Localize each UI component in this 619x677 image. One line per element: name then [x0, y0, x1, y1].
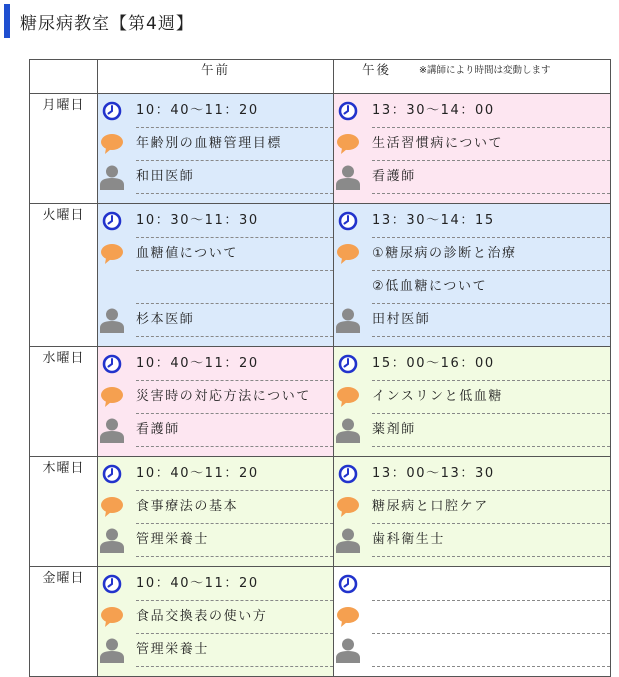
- blank-line: [334, 270, 610, 303]
- time-line: [334, 457, 610, 490]
- lecturer-line: [334, 413, 610, 446]
- schedule-row: [30, 94, 611, 204]
- session-time: 10：40～11：20: [136, 457, 333, 491]
- speech-bubble-icon: [98, 383, 126, 411]
- session-lecturer: 田村医師: [372, 303, 610, 337]
- time-line: [98, 347, 333, 380]
- person-icon: [334, 526, 362, 554]
- speech-bubble-icon: [334, 603, 362, 631]
- lecturer-line: [98, 413, 333, 446]
- topic-line: [98, 600, 333, 633]
- session-topic: 災害時の対応方法について: [136, 380, 333, 414]
- pm-note: ※講師により時間は変動します: [419, 65, 551, 76]
- lecturer-line: [98, 633, 333, 666]
- session-pm: [334, 457, 611, 567]
- session-time: 10：40～11：20: [136, 94, 333, 128]
- clock-icon: [98, 460, 126, 488]
- session-pm: [334, 94, 611, 204]
- clock-icon: [334, 350, 362, 378]
- session-topic: 年齢別の血糖管理目標: [136, 127, 333, 161]
- topic-line: [98, 380, 333, 413]
- person-icon: [98, 306, 126, 334]
- session-lecturer: 歯科衛生士: [372, 523, 610, 557]
- title-accent-bar: [4, 4, 10, 38]
- person-icon: [98, 163, 126, 191]
- speech-bubble-icon: [334, 240, 362, 268]
- lecturer-line: [334, 160, 610, 193]
- speech-bubble-icon: [334, 383, 362, 411]
- session-topic: ②低血糖について: [372, 270, 610, 304]
- person-icon: [334, 416, 362, 444]
- topic-line: [334, 600, 610, 633]
- page-title: 糖尿病教室【第4週】: [20, 13, 194, 34]
- time-line: [98, 457, 333, 490]
- clock-icon: [334, 460, 362, 488]
- speech-bubble-icon: [98, 603, 126, 631]
- session-lecturer: 看護師: [372, 160, 610, 194]
- session-topic: インスリンと低血糖: [372, 380, 610, 414]
- session-am: [98, 204, 334, 347]
- topic-line: [98, 490, 333, 523]
- topic-line: [334, 237, 610, 270]
- column-header-pm: [334, 60, 611, 94]
- session-topic: [136, 270, 333, 304]
- blank-line: [98, 270, 333, 303]
- time-line: [334, 94, 610, 127]
- session-topic: 食事療法の基本: [136, 490, 333, 524]
- blank-icon-slot: [334, 273, 362, 301]
- topic-line: [98, 237, 333, 270]
- session-lecturer: 管理栄養士: [136, 523, 333, 557]
- speech-bubble-icon: [98, 240, 126, 268]
- column-header-am: [98, 60, 334, 94]
- schedule-row: [30, 457, 611, 567]
- speech-bubble-icon: [98, 130, 126, 158]
- person-icon: [98, 526, 126, 554]
- session-topic: 食品交換表の使い方: [136, 600, 333, 634]
- lecturer-line: [334, 633, 610, 666]
- time-line: [334, 567, 610, 600]
- day-label: 火曜日: [30, 204, 98, 347]
- person-icon: [334, 306, 362, 334]
- session-pm: [334, 567, 611, 677]
- speech-bubble-icon: [334, 493, 362, 521]
- table-corner: [30, 60, 98, 94]
- topic-line: [334, 127, 610, 160]
- session-topic: 血糖値について: [136, 237, 333, 271]
- session-am: [98, 567, 334, 677]
- topic-line: [334, 380, 610, 413]
- session-topic: 糖尿病と口腔ケア: [372, 490, 610, 524]
- schedule-body: [30, 94, 611, 677]
- schedule-table: [29, 59, 611, 677]
- time-line: [98, 567, 333, 600]
- session-time: 10：30～11：30: [136, 204, 333, 238]
- lecturer-line: [98, 303, 333, 336]
- schedule-row: [30, 204, 611, 347]
- clock-icon: [98, 570, 126, 598]
- session-time: 13：30～14：00: [372, 94, 610, 128]
- am-label: 午前: [200, 62, 230, 77]
- clock-icon: [334, 207, 362, 235]
- session-lecturer: 杉本医師: [136, 303, 333, 337]
- day-label: 金曜日: [30, 567, 98, 677]
- lecturer-line: [98, 523, 333, 556]
- person-icon: [98, 416, 126, 444]
- time-line: [98, 204, 333, 237]
- session-am: [98, 347, 334, 457]
- session-time: 10：40～11：20: [136, 347, 333, 381]
- session-time: 10：40～11：20: [136, 567, 333, 601]
- page-title-bar: [4, 4, 194, 38]
- clock-icon: [334, 570, 362, 598]
- person-icon: [98, 636, 126, 664]
- session-lecturer: 管理栄養士: [136, 633, 333, 667]
- blank-icon-slot: [98, 273, 126, 301]
- clock-icon: [334, 97, 362, 125]
- schedule-row: [30, 567, 611, 677]
- schedule-row: [30, 347, 611, 457]
- session-topic: ①糖尿病の診断と治療: [372, 237, 610, 271]
- speech-bubble-icon: [98, 493, 126, 521]
- person-icon: [334, 163, 362, 191]
- topic-line: [334, 490, 610, 523]
- topic-line: [98, 127, 333, 160]
- lecturer-line: [334, 303, 610, 336]
- session-am: [98, 94, 334, 204]
- session-time: 13：00～13：30: [372, 457, 610, 491]
- time-line: [334, 204, 610, 237]
- day-label: 月曜日: [30, 94, 98, 204]
- time-line: [98, 94, 333, 127]
- session-lecturer: 看護師: [136, 413, 333, 447]
- session-am: [98, 457, 334, 567]
- session-topic: 生活習慣病について: [372, 127, 610, 161]
- person-icon: [334, 636, 362, 664]
- session-time: [372, 567, 610, 601]
- lecturer-line: [98, 160, 333, 193]
- session-lecturer: 薬剤師: [372, 413, 610, 447]
- session-time: 15：00～16：00: [372, 347, 610, 381]
- session-lecturer: [372, 633, 610, 667]
- pm-label: 午後: [362, 62, 392, 77]
- day-label: 木曜日: [30, 457, 98, 567]
- session-pm: [334, 204, 611, 347]
- session-topic: [372, 600, 610, 634]
- lecturer-line: [334, 523, 610, 556]
- session-lecturer: 和田医師: [136, 160, 333, 194]
- clock-icon: [98, 207, 126, 235]
- time-line: [334, 347, 610, 380]
- clock-icon: [98, 350, 126, 378]
- speech-bubble-icon: [334, 130, 362, 158]
- clock-icon: [98, 97, 126, 125]
- session-pm: [334, 347, 611, 457]
- day-label: 水曜日: [30, 347, 98, 457]
- session-time: 13：30～14：15: [372, 204, 610, 238]
